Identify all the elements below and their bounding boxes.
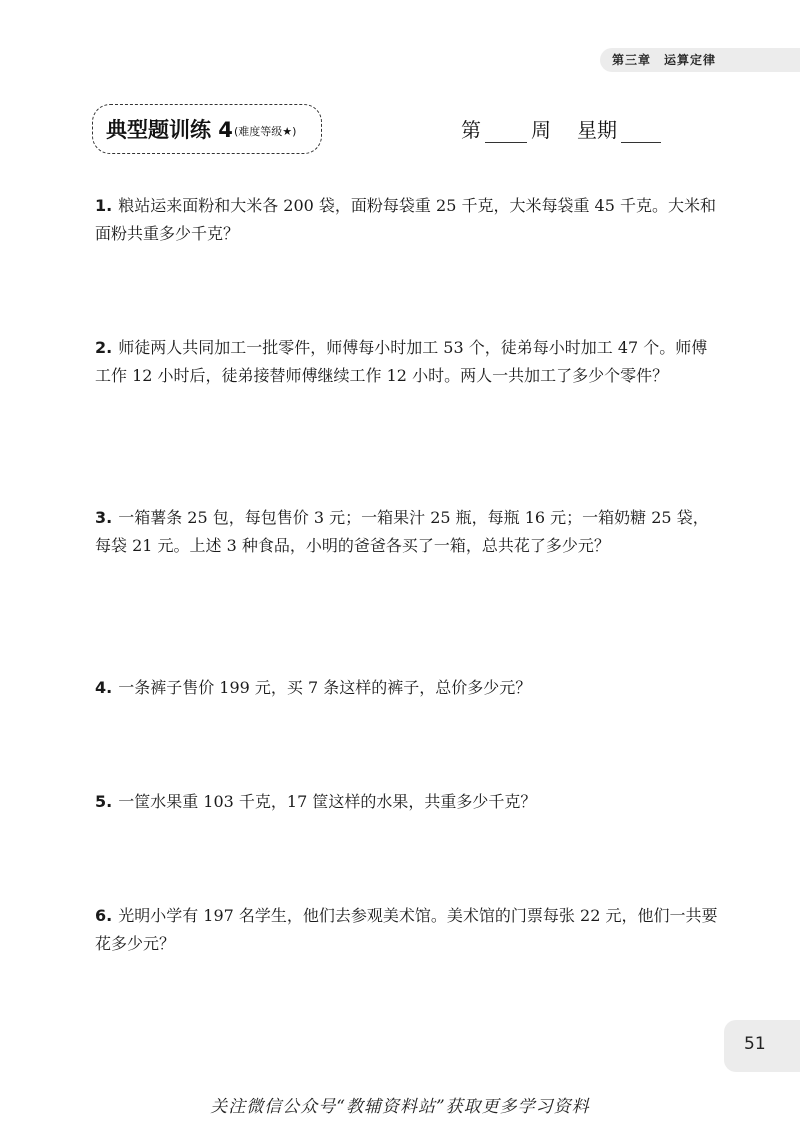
problem-text: 一箱薯条 25 包，每包售价 3 元；一箱果汁 25 瓶，每瓶 16 元；一箱奶糖 25 袋，每袋 21 元。上述 3 种食品，小明的爸爸各买了一箱，总共花了多少元？ — [95, 508, 709, 555]
week-blank[interactable] — [485, 122, 527, 143]
chapter-label: 第三章 运算定律 — [612, 53, 717, 67]
footer-note: 关注微信公众号“教辅资料站”获取更多学习资料 — [210, 1097, 590, 1117]
problem-number: 2. — [95, 338, 113, 357]
problem-1 — [95, 192, 720, 248]
section-title-text: 典型题训练 4 — [106, 118, 233, 142]
week-suffix: 周 — [531, 118, 551, 142]
problem-number: 1. — [95, 196, 113, 215]
problem-number: 3. — [95, 508, 113, 527]
page-number: 51 — [744, 1034, 766, 1054]
problem-number: 6. — [95, 906, 113, 925]
problem-text: 粮站运来面粉和大米各 200 袋，面粉每袋重 25 千克，大米每袋重 45 千克。大米和面粉共重多少千克？ — [95, 196, 716, 243]
problem-5 — [95, 788, 720, 816]
week-prefix: 第 — [461, 118, 481, 142]
problem-text: 光明小学有 197 名学生，他们去参观美术馆。美术馆的门票每张 22 元，他们一共要花多少元？ — [95, 906, 718, 953]
problem-2 — [95, 334, 720, 390]
problem-text: 一条裤子售价 199 元，买 7 条这样的裤子，总价多少元？ — [118, 678, 532, 697]
problem-3 — [95, 504, 720, 560]
section-title — [106, 114, 296, 144]
problem-text: 师徒两人共同加工一批零件，师傅每小时加工 53 个，徒弟每小时加工 47 个。师傅工作 12 小时后，徒弟接替师傅继续工作 12 小时。两人一共加工了多少个零件？ — [95, 338, 708, 385]
problem-text: 一筐水果重 103 千克，17 筐这样的水果，共重多少千克？ — [118, 792, 537, 811]
week-day-line — [461, 114, 661, 143]
problem-number: 4. — [95, 678, 113, 697]
problem-6 — [95, 902, 720, 958]
problem-4 — [95, 674, 720, 702]
weekday-label: 星期 — [577, 118, 617, 142]
problem-number: 5. — [95, 792, 113, 811]
weekday-blank[interactable] — [621, 122, 661, 143]
difficulty-label: (难度等级★) — [233, 125, 297, 138]
